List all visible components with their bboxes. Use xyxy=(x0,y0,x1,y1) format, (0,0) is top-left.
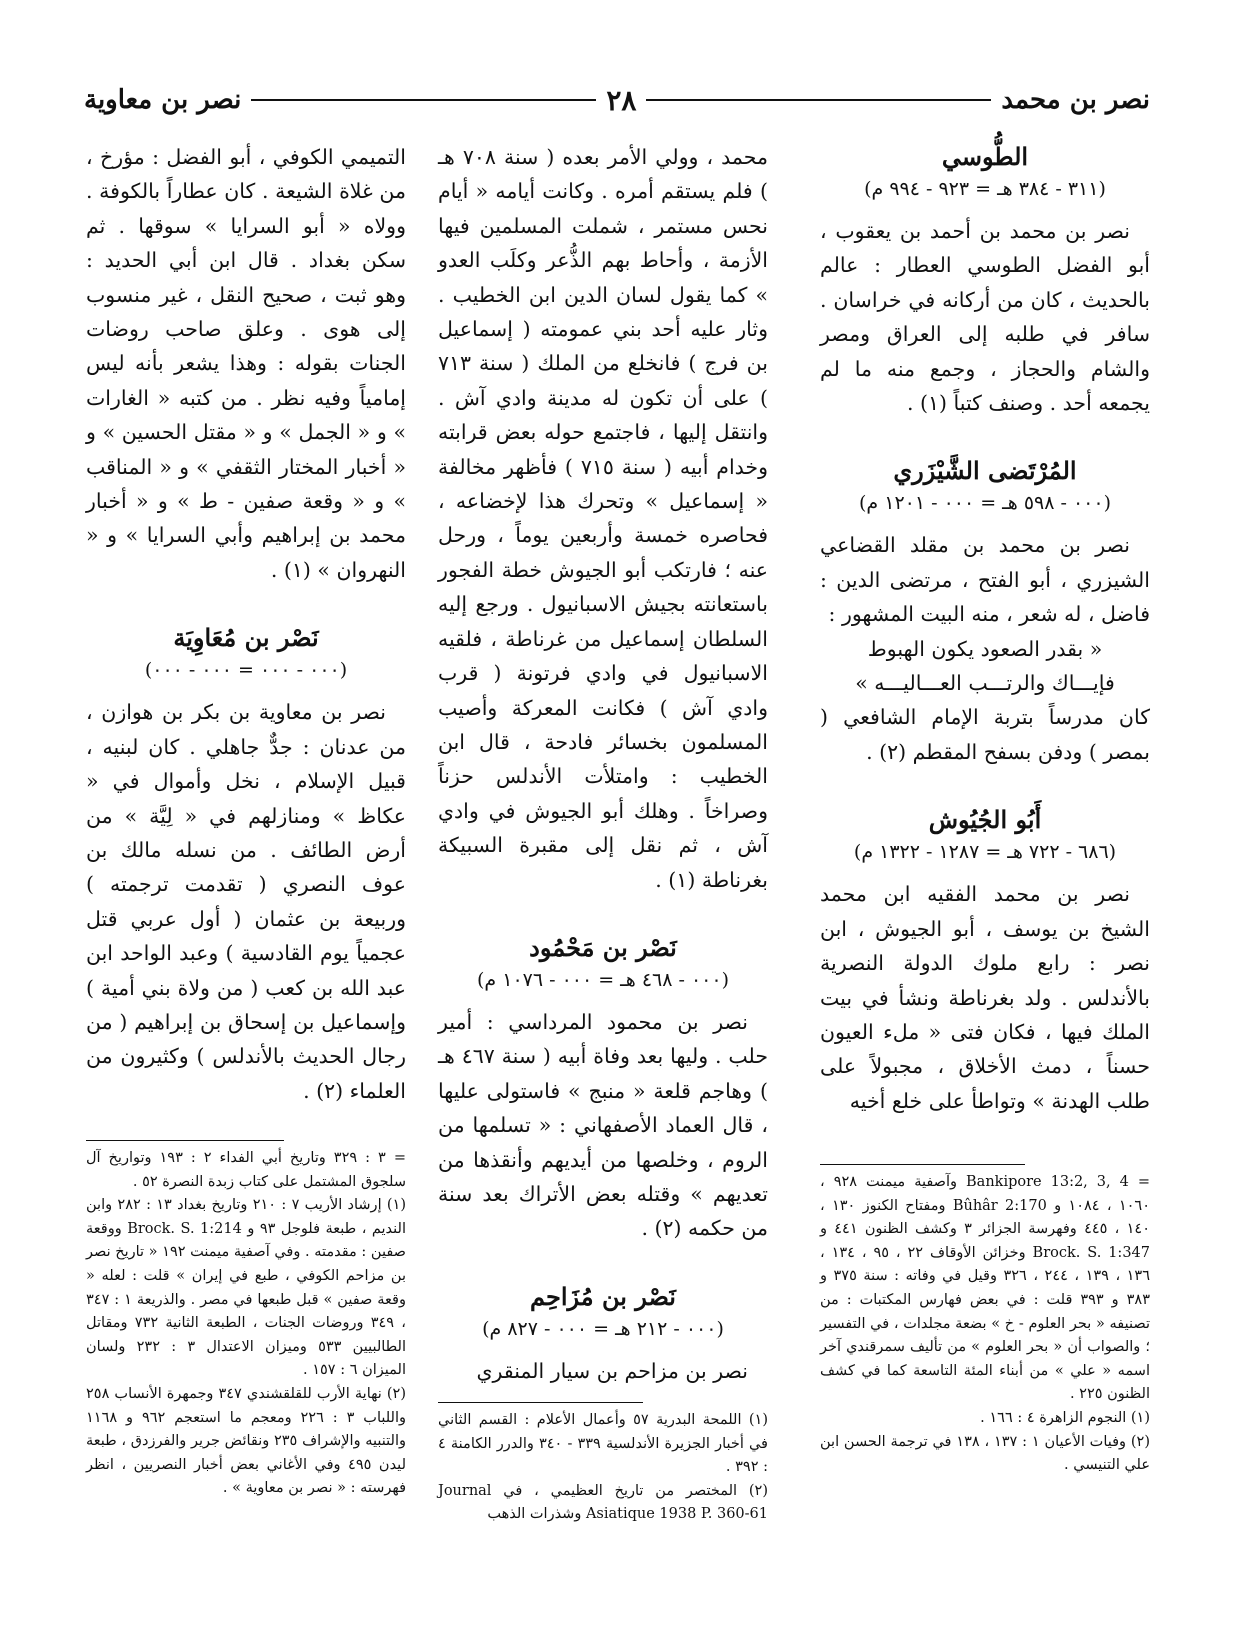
entry-body xyxy=(86,695,406,1108)
footnotes-middle xyxy=(438,1402,768,1527)
footnotes-left xyxy=(86,1140,406,1501)
footnote-rule xyxy=(820,1164,1025,1165)
header-rule xyxy=(251,99,596,101)
entry-title: نَصْر بن مُزَاحِم xyxy=(530,1281,676,1311)
header-rule xyxy=(646,99,991,101)
entry-body xyxy=(438,1354,768,1388)
column-right xyxy=(820,140,1150,1118)
entry-dates: (٠٠٠ - ٠٠٠ = ٠٠٠ - ٠٠٠) xyxy=(144,659,348,682)
entry-body xyxy=(820,528,1150,769)
footnote: (١) إرشاد الأريب ٧ : ٢١٠ وتاريخ بغداد ١٣ : ٢٨٢ وابن النديم ، طبعة فلوجل ٩٣ و Brock. S. 1:214 ووقعة صفين : مقدمته . وفي آصفية ميمنت ١٩٢ « تاريخ نصر بن مزاحم الكوفي ، طبع في إيران » قلت : لعله « وقعة صفين » قبل طبعها في مصر . والذريعة ١ : ٣٤٧ ، ٣٤٩ وروضات الجنات ، الطبعة الثانية ٧٣٢ ومقاتل الطالبيين ٥٣٣ وميزان الاعتدال ٣ : ٢٣٢ ولسان الميزان ٦ : ١٥٧ . xyxy=(86,1197,407,1379)
entry-dates: (٠٠٠ - ٤٦٨ هـ = ٠٠٠ - ١٠٧٦ م) xyxy=(477,968,729,991)
entry-paragraph: نصر بن محمد بن أحمد بن يعقوب ، أبو الفضل الطوسي العطار : عالم بالحديث ، كان من أركانه في خراسان . سافر في طلبه إلى العراق ومصر والشام والحجاز ، وجمع منه ما لم يجمعه أحد . وصنف كتباً (١) . xyxy=(820,219,1150,416)
footnote: (١) النجوم الزاهرة ٤ : ١٦٦ . xyxy=(980,1409,1150,1426)
entry-paragraph: التميمي الكوفي ، أبو الفضل : مؤرخ ، من غلاة الشيعة . كان عطاراً بالكوفة . وولاه « أبو السرايا » سوقها . ثم سكن بغداد . قال ابن أبي الحديد : وهو ثبت ، صحيح النقل ، غير منسوب إلى هوى . وعلق صاحب روضات الجنات بقوله : وهذا يشعر بأنه ليس إمامياً وفيه نظر . من كتبه « الغارات » و « الجمل » و « مقتل الحسين » و « أخبار المختار الثقفي » و « المناقب » و « وقعة صفين - ط » و « أخبار محمد بن إبراهيم وأبي السرايا » و « النهروان » (١) . xyxy=(86,145,406,582)
footnote-rule xyxy=(438,1402,643,1403)
footnote: (٢) المختصر من تاريخ العظيمي ، في Journal Asiatique 1938 P. 360-61 وشذرات الذهب xyxy=(438,1482,768,1523)
entry-body xyxy=(820,214,1150,420)
verse-line: « بقدر الصعود يكون الهبوط xyxy=(867,636,1103,661)
entry-paragraph: نصر بن معاوية بن بكر بن هوازن ، من عدنان : جدٌّ جاهلي . كان لبنيه ، قبيل الإسلام ، نخل وأموال في « عكاظ » ومنازلهم في « لِيَّة » من أرض الطائف . من نسله مالك بن عوف النصري ( تقدمت ترجمته ) وربيعة بن عثمان ( أول عربي قتل عجمياً يوم القادسية ) وعبد الواحد ابن عبد الله بن كعب ( من ولاة بني أمية ) وإسماعيل بن إسحاق بن إبراهيم ( من رجال الحديث بالأندلس ) وكثيرون من العلماء (٢) . xyxy=(86,700,406,1103)
page-number: ٢٨ xyxy=(606,83,637,117)
verse-line: فإيـــاك والرتـــب العـــاليـــه » xyxy=(855,671,1115,696)
footnote: (١) اللمحة البدرية ٥٧ وأعمال الأعلام : القسم الثاني في أخبار الجزيرة الأندلسية ٣٣٩ - ٣٤٠ والدرر الكامنة ٤ : ٣٩٢ . xyxy=(438,1412,768,1476)
entry-dates: (٠٠٠ - ٥٩٨ هـ = ٠٠٠ - ١٢٠١ م) xyxy=(859,492,1111,515)
footnotes-right xyxy=(820,1164,1150,1478)
entry-title: المُرْتَضى الشَّيْزَري xyxy=(893,456,1077,486)
footnote-rule xyxy=(86,1140,284,1141)
entry-paragraph: كان مدرساً بتربة الإمام الشافعي ( بمصر ) ودفن بسفح المقطم (٢) . xyxy=(820,705,1150,764)
entry-paragraph: نصر بن مزاحم بن سيار المنقري xyxy=(476,1358,748,1383)
entry-dates: (٦٨٦ - ٧٢٢ هـ = ١٢٨٧ - ١٣٢٢ م) xyxy=(853,841,1117,864)
entry-paragraph: نصر بن محمود المرداسي : أمير حلب . وليها بعد وفاة أبيه ( سنة ٤٦٧ هـ ) وهاجم قلعة « منبج » فاستولى عليها ، قال العماد الأصفهاني : « تسلمها من الروم ، وخلصها من أيديهم وأنقذها من تعديهم » وقتله بعض الأتراك بعد سنة من حكمه (٢) . xyxy=(438,1009,768,1241)
entry-paragraph: محمد ، وولي الأمر بعده ( سنة ٧٠٨ هـ ) فلم يستقم أمره . وكانت أيامه « أيام نحس مستمر ، شملت المسلمين فيها الأزمة ، وأحاط بهم الذُّعر وكلَب العدو » كما يقول لسان الدين ابن الخطيب . وثار عليه أحد بني عمومته ( إسماعيل بن فرج ) فانخلع من الملك ( سنة ٧١٣ ) على أن تكون له مدينة وادي آش . وانتقل إليها ، فاجتمع حوله بعض قرابته وخدام أبيه ( سنة ٧١٥ ) فأظهر مخالفة « إسماعيل » وتحرك هذا لإخضاعه ، فحاصره خمسة وأربعين يوماً ، ورحل عنه ؛ فارتكب أبو الجيوش خطة الفجور باستعانته بجيش الاسبانيول . ورجع إليه السلطان إسماعيل من غرناطة ، فلقيه الاسبانيول في وادي فرتونة ( قرب وادي آش ) فكانت المعركة وأصيب المسلمون بخسائر فادحة ، قال ابن الخطيب : وامتلأت الأندلس حزناً وصراخاً . وهلك أبو الجيوش في وادي آش ، ثم نقل إلى مقبرة السبيكة بغرناطة (١) . xyxy=(438,145,768,892)
footnote: = ٣ : ٣٢٩ وتاريخ أبي الفداء ٢ : ١٩٣ وتواريخ آل سلجوق المشتمل على كتاب زبدة النصرة ٥٢ . xyxy=(86,1150,406,1190)
running-title-right: نصر بن محمد xyxy=(1001,85,1150,115)
footnote: = Bankipore 13:2, 3, 4 وآصفية ميمنت ٩٢٨ ، ١٠٦٠ ، ١٠٨٤ و Bûhâr 2:170 ومفتاح الكنوز ١٣٠ ، ١٤٠ ، ٤٤٥ وفهرسة الجزائر ٣ وكشف الظنون ٤٤١ و Brock. S. 1:347 وخزائن الأوقاف ٢٢ ، ٩٥ ، ١٣٤ ، ١٣٦ ، ١٣٩ ، ٢٤٤ ، ٣٢٦ وقيل في وفاته : سنة ٣٧٥ و ٣٨٣ و ٣٩٣ قلت : في بعض فهارس المكتبات : من تصنيفه « بحر العلوم - خ » بضعة مجلدات ، في التفسير ؛ والصواب أن « بحر العلوم » من تأليف سمرقندي آخر اسمه « علي » من أبناء المئة التاسعة كما في كشف الظنون ٢٢٥ . xyxy=(820,1174,1150,1403)
entry-body xyxy=(86,140,406,587)
footnote: (٢) نهاية الأرب للقلقشندي ٣٤٧ وجمهرة الأنساب ٢٥٨ واللباب ٣ : ٢٢٦ ومعجم ما استعجم ٩٦٢ و ١١٦٨ والتنبيه والإشراف ٢٣٥ ونقائض جرير والفرزدق ، طبعة ليدن ٤٩٥ وفي الأغاني بعض أخبار النصريين ، انظر فهرسته : « نصر بن معاوية » . xyxy=(86,1385,407,1497)
running-head-center xyxy=(241,84,1001,117)
entry-paragraph: نصر بن محمد الفقيه ابن محمد الشيخ بن يوسف ، أبو الجيوش ، ابن نصر : رابع ملوك الدولة النصرية بالأندلس . ولد بغرناطة ونشأ في بيت الملك فيها ، فكان فتى « ملء العيون حسناً ، دمث الأخلاق ، مجبولاً على طلب الهدنة » وتواطأ على خلع أخيه xyxy=(820,882,1150,1113)
entry-body xyxy=(820,877,1150,1118)
entry-body xyxy=(438,140,768,897)
entry-body xyxy=(438,1005,768,1246)
entry-title: نَصْر بن مُعَاوِيَة xyxy=(173,623,319,653)
entry-title: أَبُو الجُيُوش xyxy=(928,805,1042,835)
running-head xyxy=(84,78,1150,122)
column-left xyxy=(86,140,406,1108)
entry-title: نَصْر بن مَحْمُود xyxy=(529,932,677,962)
entry-title: الطُّوسي xyxy=(941,142,1029,171)
footnote: (٢) وفيات الأعيان ١ : ١٣٧ ، ١٣٨ في ترجمة الحسن ابن علي التنيسي . xyxy=(820,1433,1150,1474)
column-middle xyxy=(438,140,768,1388)
entry-dates: (٠٠٠ - ٢١٢ هـ = ٠٠٠ - ٨٢٧ م) xyxy=(482,1317,724,1340)
entry-dates: (٣١١ - ٣٨٤ هـ = ٩٢٣ - ٩٩٤ م) xyxy=(864,178,1106,200)
running-title-left: نصر بن معاوية xyxy=(84,85,242,115)
entry-paragraph: نصر بن محمد بن مقلد القضاعي الشيزري ، أبو الفتح ، مرتضى الدين : فاضل ، له شعر ، منه البيت المشهور : xyxy=(820,533,1150,627)
